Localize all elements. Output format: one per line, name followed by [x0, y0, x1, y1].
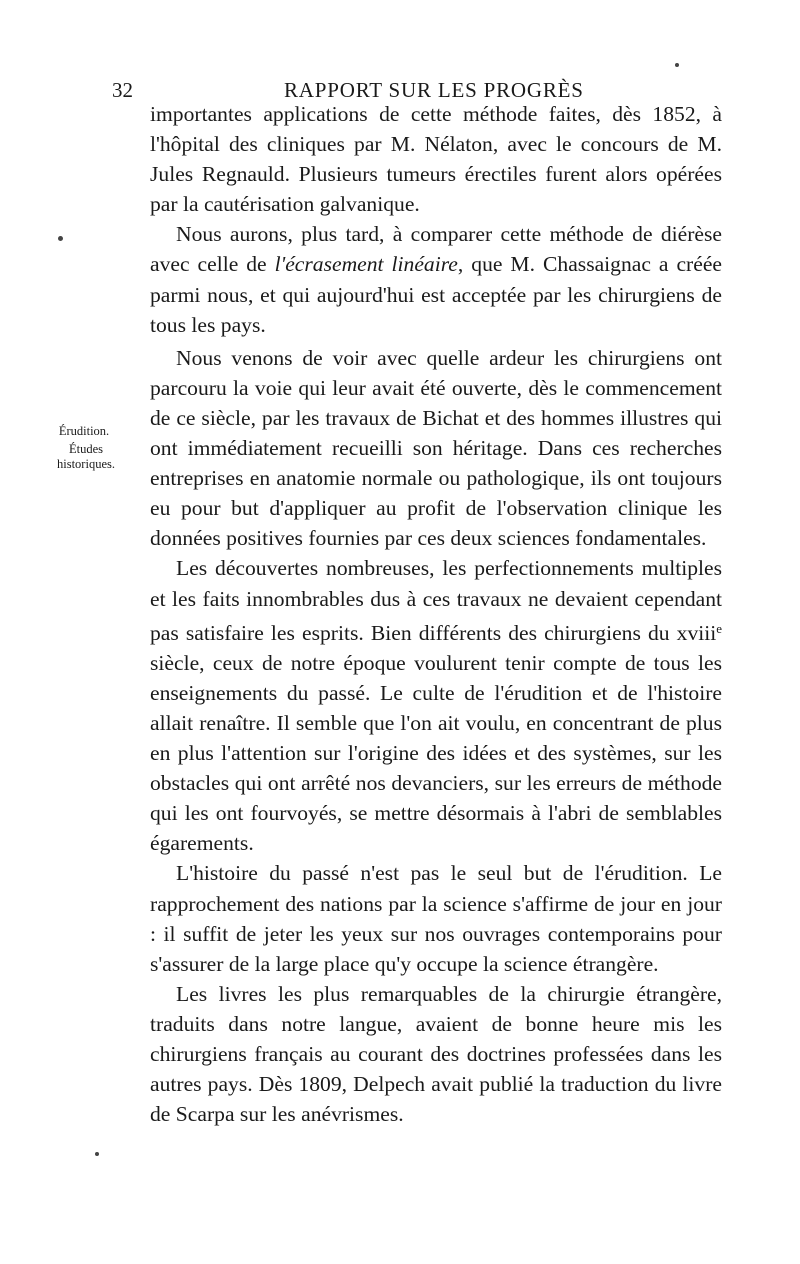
paragraph-5: L'histoire du passé n'est pas le seul but de l'érudition. Le rapprochement des nations par la science s'affirme de jour en jour : il suffit de jeter les yeux sur nos ouvrages contemporains pour s'assurer de la large place qu'y occupe la science étrangère. [150, 861, 722, 976]
margin-note-line: historiques. [57, 457, 115, 471]
paragraph-1: importantes applications de cette méthode faites, dès 1852, à l'hôpital des cliniques par M. Nélaton, avec le concours de M. Jules Regnauld. Plusieurs tumeurs érectiles furent alors opérées par la cautérisation galvanique. [150, 102, 722, 217]
margin-note-line: Études [68, 442, 104, 456]
body-text [150, 99, 722, 1129]
ink-speck [675, 63, 679, 67]
running-title: RAPPORT SUR LES PROGRÈS [284, 78, 584, 102]
page-number: 32 [112, 78, 133, 102]
paragraph-3: Nous venons de voir avec quelle ardeur les chirurgiens ont parcouru la voie qui leur avait été ouverte, dès le commencement de ce siècle, par les travaux de Bichat et des hommes illustres qui ont immédiatement recueilli son héritage. Dans ces recherches entreprises en anatomie normale ou pathologique, ils ont toujours eu pour but d'appliquer au profit de l'observation clinique les données positives fournies par ces deux sciences fondamentales. [150, 345, 722, 551]
paragraph-2-end: , que M. Chassaignac a créée parmi nous, et qui aujourd'hui est acceptée par les chirurgiens de tous les pays. [150, 252, 722, 337]
paragraph-2-start: Nous aurons, plus tard, à comparer cette méthode de diérèse avec celle de [150, 222, 722, 277]
paragraph-6: Les livres les plus remarquables de la chirurgie étrangère, traduits dans notre langue, avaient de bonne heure mis les chirurgiens français au courant des doctrines professées dans les autres pays. Dès 1809, Delpech avait publié la traduction du livre de Scarpa sur les anévrismes. [150, 981, 722, 1127]
paragraph-4 [150, 553, 722, 858]
paragraph-2 [150, 219, 722, 339]
superscript: e [716, 620, 722, 636]
ink-speck [58, 236, 63, 241]
ink-speck [95, 1152, 99, 1156]
margin-note-erudition: Érudition. [58, 424, 110, 438]
paragraph-4-start: Les découvertes nombreuses, les perfectionnements multiples et les faits innombrables dus à ces travaux ne devaient cependant pas satisfaire les esprits. Bien différents des chirurgiens du xviii [150, 556, 722, 645]
italic-term: l'écrasement linéaire [274, 252, 458, 277]
paragraph-4-end: siècle, ceux de notre époque voulurent tenir compte de tous les enseignements du passé. Le culte de l'érudition et de l'histoire allait renaître. Il semble que l'on ait voulu, en concentrant de plus en plus l'attention sur l'origine des idées et des systèmes, sur les obstacles qui ont arrêté nos devanciers, sur les erreurs de méthode qui les ont fourvoyés, se mettre désormais à l'abri de semblables égarements. [150, 650, 722, 856]
margin-note-etudes-historiques [46, 442, 126, 472]
